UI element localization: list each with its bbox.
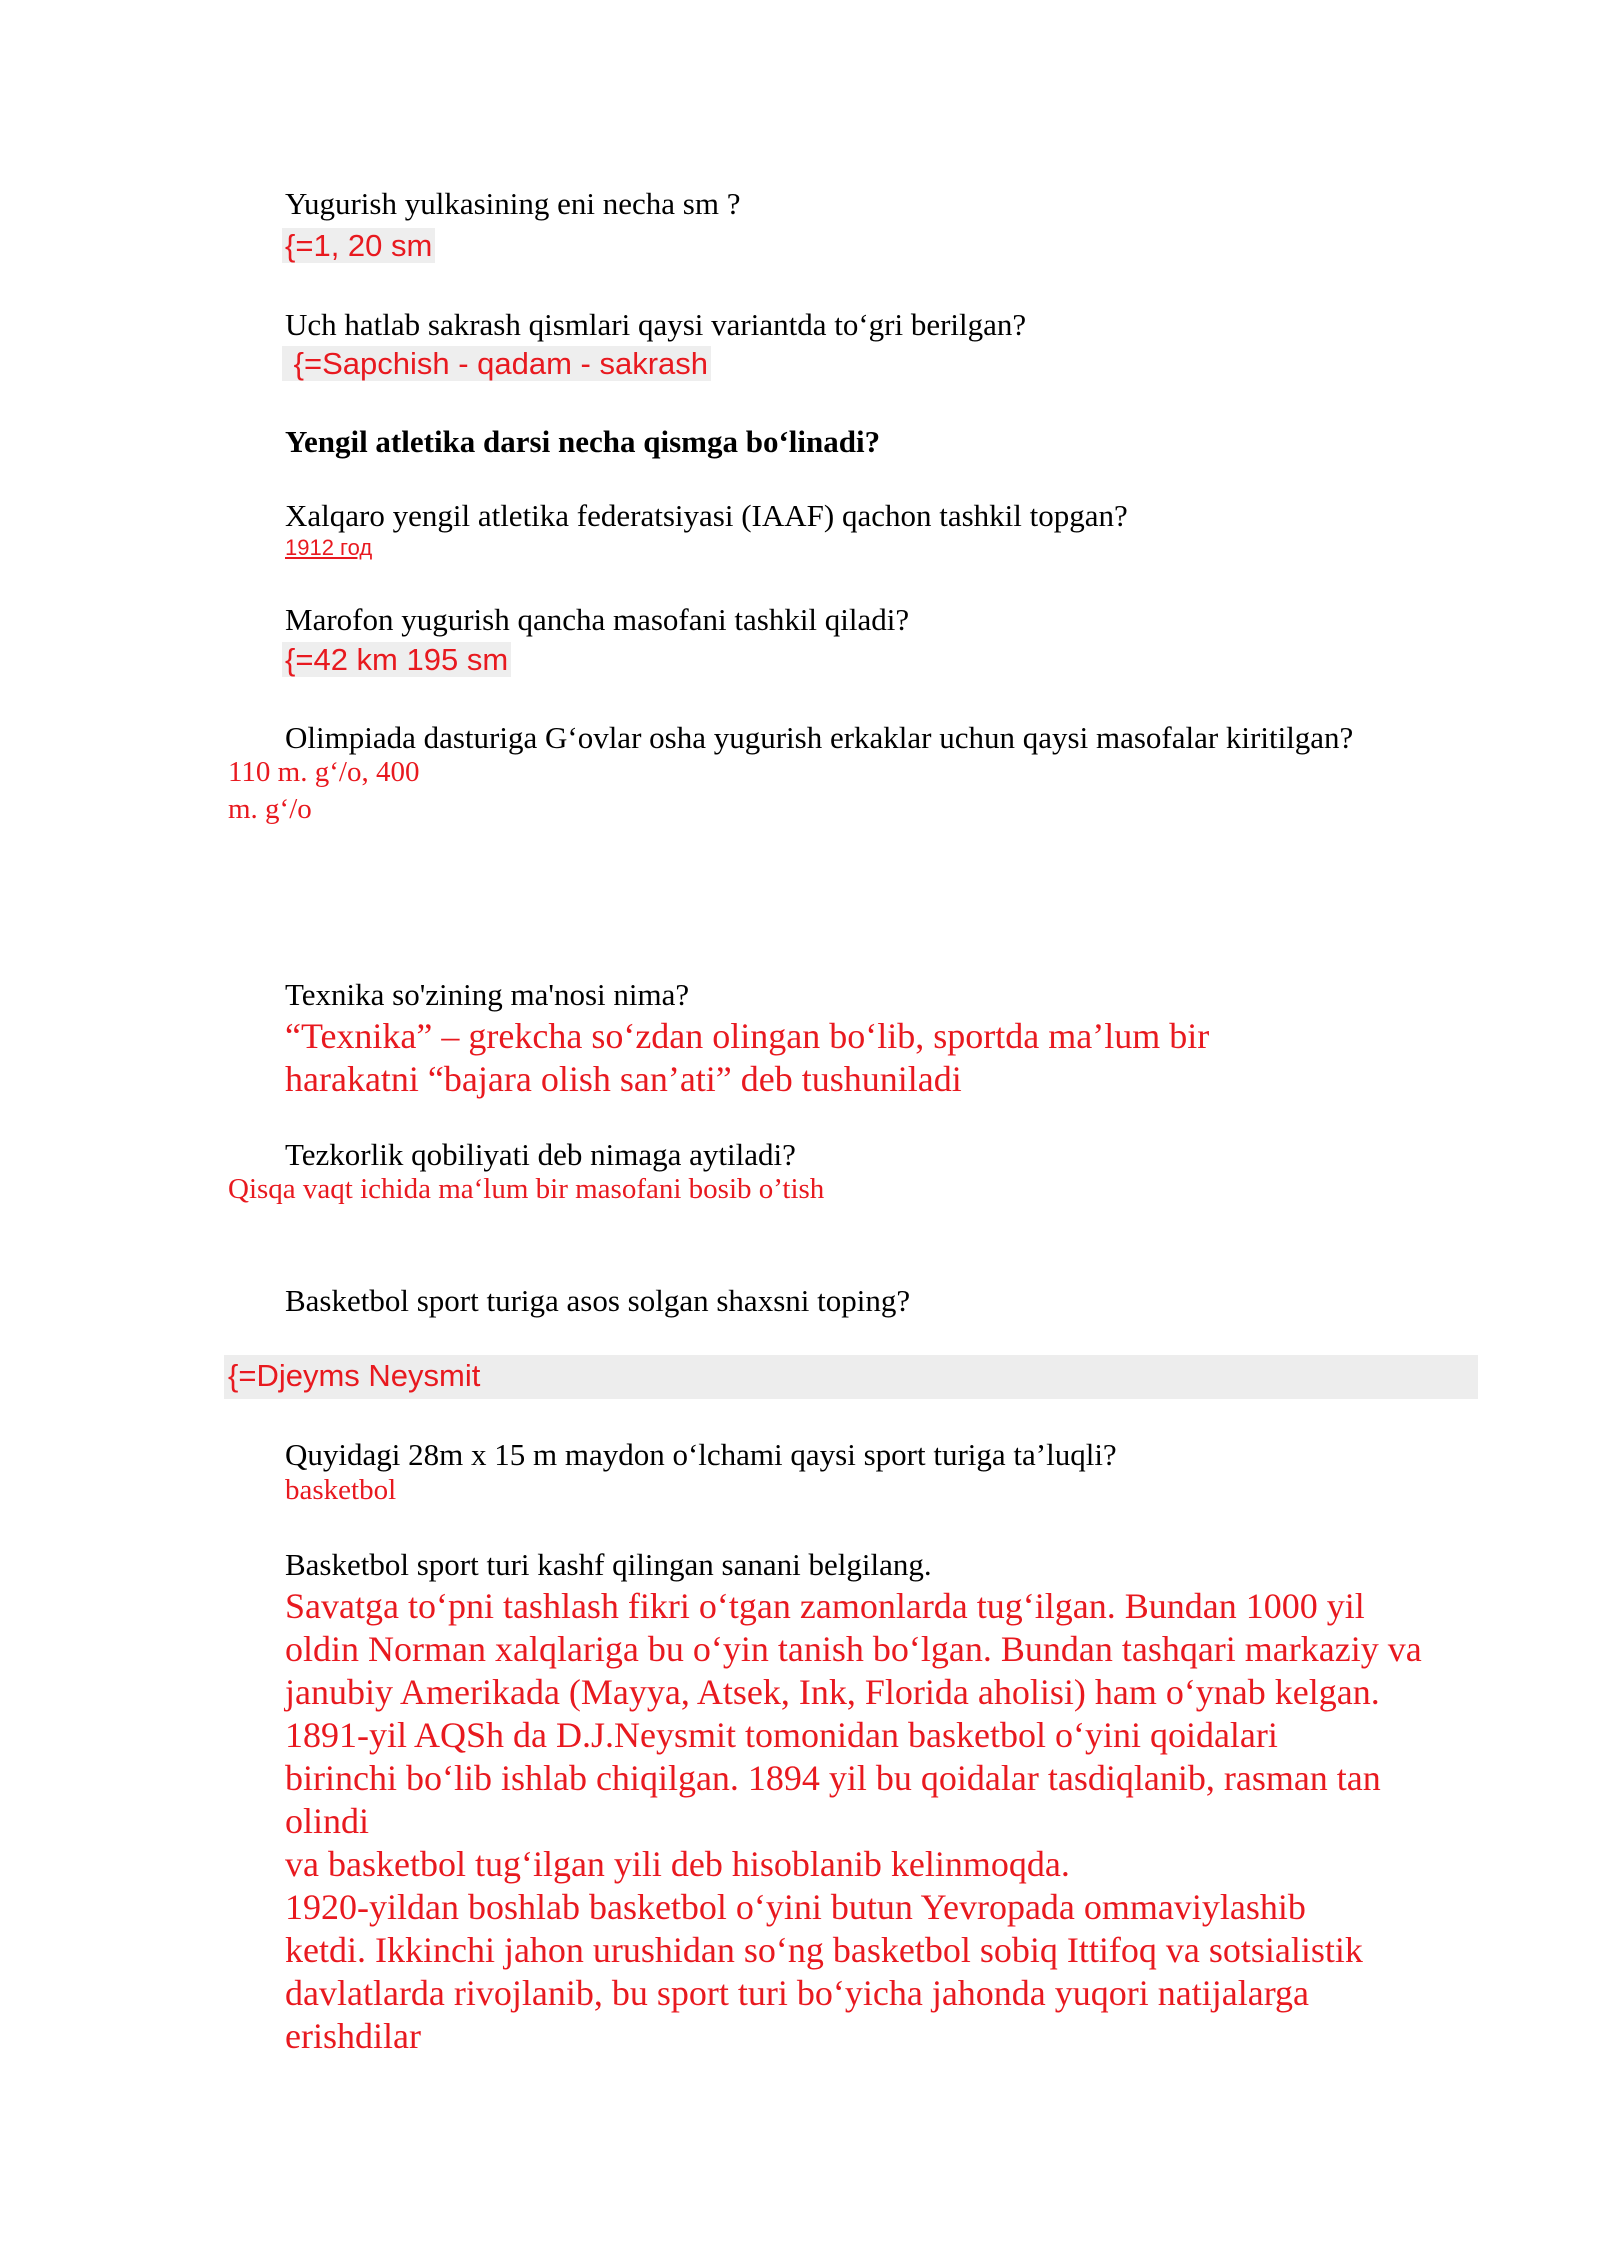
question-text: Basketbol sport turi kashf qilingan sanani belgilang. [285, 1547, 932, 1582]
answer-text: 1912 год [285, 535, 373, 560]
answer-line: harakatni “bajara olish san’ati” deb tushuniladi [285, 1059, 962, 1099]
answer-line: “Texnika” – grekcha so‘zdan olingan bo‘lib, sportda ma’lum bir [285, 1016, 1210, 1056]
question-text: Xalqaro yengil atletika federatsiyasi (IAAF) qachon tashkil topgan? [285, 498, 1128, 533]
question-text: Quyidagi 28m x 15 m maydon o‘lchami qaysi sport turiga ta’luqli? [285, 1437, 1117, 1472]
question-text: Marofon yugurish qancha masofani tashkil qiladi? [285, 602, 910, 637]
answer-text [285, 228, 435, 264]
question-text: Yugurish yulkasining eni necha sm ? [285, 186, 741, 221]
answer-line: ketdi. Ikkinchi jahon urushidan so‘ng basketbol sobiq Ittifoq va sotsialistik [285, 1930, 1363, 1970]
question-text: Texnika so'zining ma'nosi nima? [285, 977, 690, 1012]
question-text: Uch hatlab sakrash qismlari qaysi variantda to‘gri berilgan? [285, 307, 1027, 342]
question-text: Olimpiada dasturiga G‘ovlar osha yugurish erkaklar uchun qaysi masofalar kiritilgan? [285, 720, 1354, 755]
answer-paragraph [285, 1585, 1485, 2058]
answer-highlight: {=1, 20 sm [282, 228, 435, 263]
answer-line: oldin Norman xalqlariga bu o‘yin tanish bo‘lgan. Bundan tashqari markaziy va [285, 1629, 1422, 1669]
question-text: Tezkorlik qobiliyati deb nimaga aytiladi? [285, 1137, 796, 1172]
question-text: Basketbol sport turiga asos solgan shaxsni toping? [285, 1283, 911, 1318]
answer-line: 1920-yildan boshlab basketbol o‘yini butun Yevropada ommaviylashib [285, 1887, 1306, 1927]
answer-line: birinchi bo‘lib ishlab chiqilgan. 1894 yil bu qoidalar tasdiqlanib, rasman tan [285, 1758, 1381, 1798]
answer-line: Savatga to‘pni tashlash fikri o‘tgan zamonlarda tug‘ilgan. Bundan 1000 yil [285, 1586, 1365, 1626]
answer-line: janubiy Amerikada (Mayya, Atsek, Ink, Florida aholisi) ham o‘ynab kelgan. [285, 1672, 1380, 1712]
answer-highlight: {=42 km 195 sm [282, 642, 511, 677]
answer-line: 1891-yil AQSh da D.J.Neysmit tomonidan basketbol o‘yini qoidalari [285, 1715, 1278, 1755]
answer-line: 110 m. g‘/o, 400 [228, 756, 420, 788]
answer-highlight: {=Sapchish - qadam - sakrash [282, 346, 711, 381]
answer-text [285, 346, 711, 382]
answer-text [285, 642, 511, 678]
answer-line: davlatlarda rivojlanib, bu sport turi bo‘yicha jahonda yuqori natijalarga [285, 1973, 1310, 2013]
answer-line: m. g‘/o [228, 793, 312, 825]
answer-line: erishdilar [285, 2016, 421, 2056]
answer-line: va basketbol tug‘ilgan yili deb hisoblanib kelinmoqda. [285, 1844, 1070, 1884]
answer-text: Qisqa vaqt ichida ma‘lum bir masofani bosib o’tish [228, 1173, 825, 1205]
answer-line: olindi [285, 1801, 370, 1841]
question-text: Yengil atletika darsi necha qismga bo‘linadi? [285, 424, 881, 459]
answer-text: basketbol [285, 1474, 397, 1506]
answer-text: {=Djeyms Neysmit [228, 1358, 481, 1393]
